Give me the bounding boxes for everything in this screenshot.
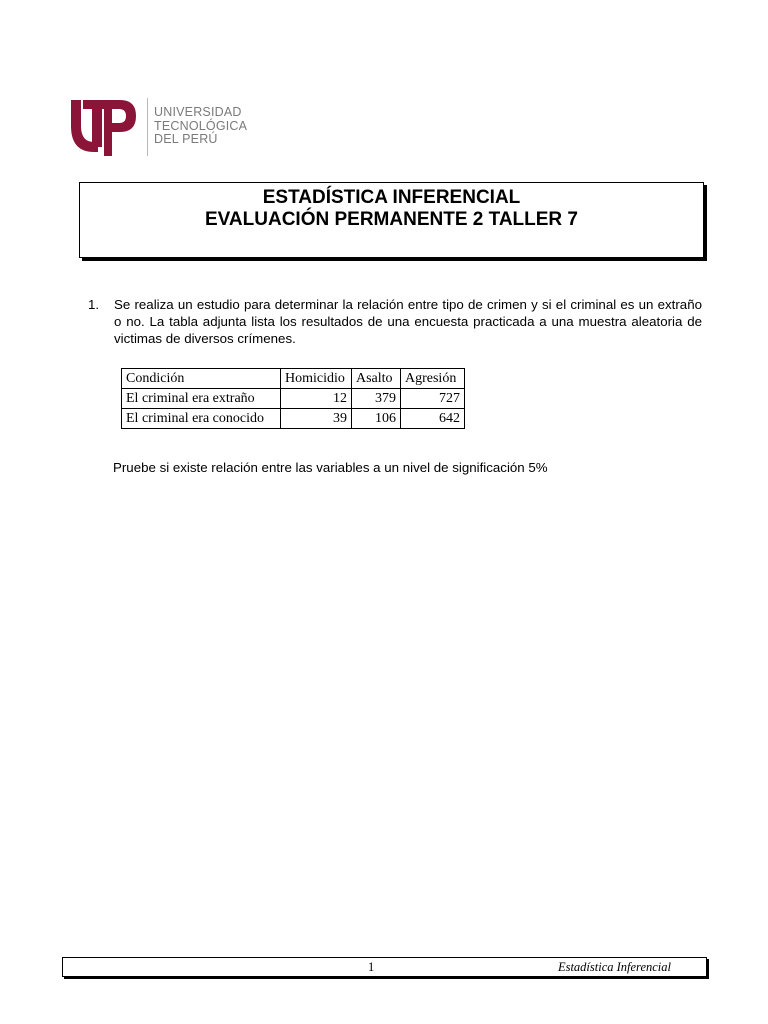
table-header-cell: Asalto xyxy=(352,369,401,389)
question-number: 1. xyxy=(88,297,100,312)
table-header-cell: Condición xyxy=(122,369,281,389)
table-header-cell: Agresión xyxy=(401,369,465,389)
table-cell: 727 xyxy=(401,389,465,409)
question-1 xyxy=(88,296,702,347)
page-number: 1 xyxy=(368,960,375,974)
table-cell: El criminal era extraño xyxy=(122,389,281,409)
logo-line-3: DEL PERÚ xyxy=(154,132,218,146)
title-box xyxy=(79,182,704,258)
assignment-title: EVALUACIÓN PERMANENTE 2 TALLER 7 xyxy=(205,209,578,230)
table-cell: 12 xyxy=(281,389,352,409)
crime-table xyxy=(121,368,465,429)
table-cell: 39 xyxy=(281,409,352,429)
table-row xyxy=(122,389,465,409)
table-row xyxy=(122,409,465,429)
university-logo xyxy=(68,96,258,160)
logo-divider xyxy=(147,98,148,156)
table-cell: 379 xyxy=(352,389,401,409)
logo-line-2: TECNOLÓGICA xyxy=(154,118,248,133)
question-text: Se realiza un estudio para determinar la relación entre tipo de crimen y si el criminal es un extraño o no. La tabla adjunta lista los resultados de una encuesta practicada a una muestra aleatoria de victimas de diversos crímenes. xyxy=(114,297,702,346)
utp-emblem-icon xyxy=(68,96,140,160)
table-header-cell: Homicidio xyxy=(281,369,352,389)
course-title: ESTADÍSTICA INFERENCIAL xyxy=(262,187,521,208)
table-cell: 642 xyxy=(401,409,465,429)
table-cell: 106 xyxy=(352,409,401,429)
table-header-row xyxy=(122,369,465,389)
table-cell: El criminal era conocido xyxy=(122,409,281,429)
footer-title: Estadística Inferencial xyxy=(557,960,671,974)
logo-wordmark xyxy=(154,106,247,147)
page-footer xyxy=(62,957,707,977)
task-instruction: Pruebe si existe relación entre las variables a un nivel de significación 5% xyxy=(113,460,548,475)
logo-line-1: UNIVERSIDAD xyxy=(154,105,242,119)
